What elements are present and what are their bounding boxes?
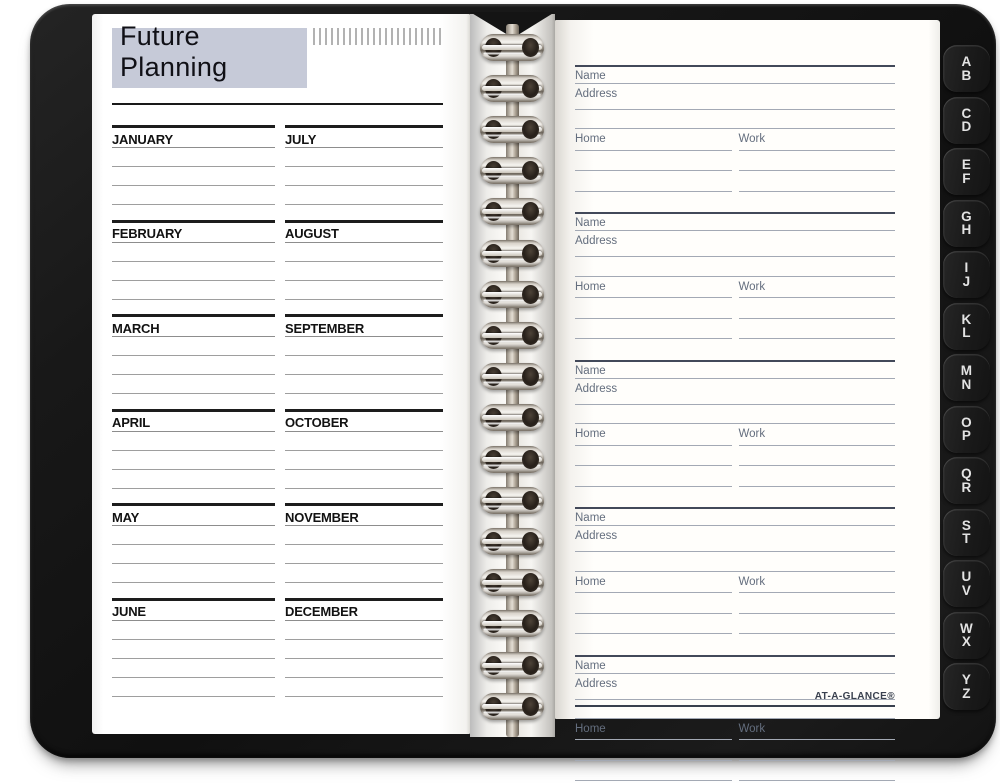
index-tab-yz xyxy=(943,663,990,710)
spiral-ring xyxy=(480,610,544,637)
page-bottom-rule xyxy=(575,705,895,707)
tick xyxy=(385,28,387,45)
tab-letter-top: S xyxy=(961,517,972,533)
tick xyxy=(319,28,321,45)
tick xyxy=(325,28,327,45)
month-write-line xyxy=(112,545,275,564)
spiral-ring xyxy=(480,116,544,143)
work-field-label: Work xyxy=(739,424,896,446)
spiral-ring xyxy=(480,569,544,596)
tick xyxy=(421,28,423,45)
name-field-label: Name xyxy=(575,214,895,231)
name-field-label: Name xyxy=(575,509,895,526)
tick xyxy=(397,28,399,45)
work-field-label: Work xyxy=(739,719,896,741)
month-write-line xyxy=(112,678,275,697)
month-label: JANUARY xyxy=(112,128,275,148)
ring-wire xyxy=(482,209,542,214)
month-write-line xyxy=(112,148,275,167)
work-line xyxy=(739,446,896,467)
spiral-ring xyxy=(480,652,544,679)
ring-wire xyxy=(482,127,542,132)
home-field-label: Home xyxy=(575,277,732,299)
month-write-line xyxy=(285,432,443,451)
tick xyxy=(313,28,315,45)
spiral-ring xyxy=(480,240,544,267)
month-write-line xyxy=(285,337,443,356)
month-write-line xyxy=(285,564,443,583)
work-line xyxy=(739,761,896,782)
index-tab-gh xyxy=(943,200,990,247)
tab-letter-top: O xyxy=(961,414,972,430)
month-write-line xyxy=(112,526,275,545)
work-column xyxy=(739,572,896,635)
work-column xyxy=(739,129,896,192)
work-line xyxy=(739,151,896,172)
month-block xyxy=(285,220,443,315)
home-line xyxy=(575,761,732,782)
address-extra-line xyxy=(575,552,895,571)
spiral-ring xyxy=(480,198,544,225)
spiral-ring xyxy=(480,404,544,431)
index-tab-cd xyxy=(943,97,990,144)
spiral-ring xyxy=(480,528,544,555)
phone-columns xyxy=(575,719,895,782)
tab-letter-top: E xyxy=(961,157,972,172)
home-line xyxy=(575,319,732,340)
ring-wire xyxy=(482,704,542,709)
tick xyxy=(331,28,333,45)
ring-wire xyxy=(482,333,542,338)
spiral-ring xyxy=(480,34,544,61)
tick xyxy=(361,28,363,45)
month-write-line xyxy=(112,451,275,470)
address-extra-line xyxy=(575,110,895,129)
tab-letter-bottom: B xyxy=(961,67,972,83)
month-write-line xyxy=(285,356,443,375)
index-tab-ij xyxy=(943,251,990,298)
tab-letter-bottom: L xyxy=(962,325,971,340)
home-line xyxy=(575,740,732,761)
tab-letter-top: Q xyxy=(961,466,972,481)
work-column xyxy=(739,277,896,340)
alphabet-tabs xyxy=(943,45,990,710)
month-block xyxy=(112,125,275,220)
month-label: MARCH xyxy=(112,317,275,337)
home-column xyxy=(575,572,732,635)
address-entries xyxy=(575,65,895,783)
month-write-line xyxy=(112,281,275,300)
month-write-line xyxy=(112,167,275,186)
home-line xyxy=(575,466,732,487)
tab-letter-top: Y xyxy=(961,672,972,687)
address-field-label: Address xyxy=(575,84,895,110)
ring-wire xyxy=(482,621,542,626)
address-field-label: Address xyxy=(575,526,895,552)
phone-columns xyxy=(575,424,895,487)
month-write-line xyxy=(285,640,443,659)
ring-wire xyxy=(482,415,542,420)
month-block xyxy=(112,314,275,409)
home-line xyxy=(575,593,732,614)
phone-columns xyxy=(575,277,895,340)
month-write-line xyxy=(112,356,275,375)
home-line xyxy=(575,298,732,319)
month-write-line xyxy=(112,262,275,281)
month-write-line xyxy=(285,148,443,167)
tab-letter-bottom: X xyxy=(961,634,972,649)
month-write-line xyxy=(285,451,443,470)
name-field-label: Name xyxy=(575,362,895,379)
month-write-line xyxy=(285,186,443,205)
home-line xyxy=(575,171,732,192)
address-field-label: Address xyxy=(575,379,895,405)
tab-letter-top: K xyxy=(961,311,972,327)
month-write-line xyxy=(285,262,443,281)
home-column xyxy=(575,719,732,782)
ring-wire xyxy=(482,251,542,256)
index-tab-op xyxy=(943,406,990,453)
spiral-ring xyxy=(480,363,544,390)
tab-letter-bottom: V xyxy=(961,582,972,598)
month-write-line xyxy=(112,621,275,640)
home-column xyxy=(575,424,732,487)
name-field-label: Name xyxy=(575,657,895,674)
address-entry xyxy=(575,65,895,192)
month-write-line xyxy=(112,659,275,678)
tick xyxy=(349,28,351,45)
index-tab-kl xyxy=(943,303,990,350)
tab-letter-bottom: Z xyxy=(962,685,971,701)
spiral-ring xyxy=(480,281,544,308)
index-tab-qr xyxy=(943,457,990,504)
ring-wire xyxy=(482,580,542,585)
month-label: JULY xyxy=(285,128,443,148)
month-block xyxy=(112,409,275,504)
home-field-label: Home xyxy=(575,424,732,446)
index-tab-uv xyxy=(943,560,990,607)
tab-letter-top: G xyxy=(961,208,972,224)
month-block xyxy=(112,598,275,720)
spiral-ring xyxy=(480,322,544,349)
work-column xyxy=(739,719,896,782)
brand-logo: AT-A-GLANCE® xyxy=(814,691,895,702)
month-write-line xyxy=(285,545,443,564)
tab-letter-bottom: T xyxy=(962,531,971,546)
month-block xyxy=(285,598,443,720)
tab-letter-top: W xyxy=(960,620,973,636)
spiral-ring xyxy=(480,487,544,514)
month-write-line xyxy=(285,167,443,186)
home-line xyxy=(575,446,732,467)
index-tab-st xyxy=(943,509,990,556)
home-line xyxy=(575,614,732,635)
tick xyxy=(415,28,417,45)
address-field-label: Address xyxy=(575,231,895,257)
month-block xyxy=(285,503,443,598)
month-write-line xyxy=(112,337,275,356)
work-line xyxy=(739,593,896,614)
address-extra-line xyxy=(575,257,895,276)
month-block xyxy=(112,220,275,315)
month-block xyxy=(285,409,443,504)
tick xyxy=(409,28,411,45)
work-line xyxy=(739,298,896,319)
month-block xyxy=(285,125,443,220)
tab-letter-top: C xyxy=(961,105,972,121)
month-label: JUNE xyxy=(112,601,275,621)
tick xyxy=(403,28,405,45)
phone-columns xyxy=(575,129,895,192)
month-block xyxy=(285,314,443,409)
phone-columns xyxy=(575,572,895,635)
ring-wire xyxy=(482,292,542,297)
work-field-label: Work xyxy=(739,129,896,151)
month-label: OCTOBER xyxy=(285,412,443,432)
work-field-label: Work xyxy=(739,277,896,299)
index-tab-ab xyxy=(943,45,990,92)
tab-letter-top: A xyxy=(961,54,972,69)
month-write-line xyxy=(285,678,443,697)
work-line xyxy=(739,171,896,192)
address-entry xyxy=(575,212,895,339)
tick xyxy=(343,28,345,45)
month-label: NOVEMBER xyxy=(285,506,443,526)
home-field-label: Home xyxy=(575,719,732,741)
spiral-ring xyxy=(480,75,544,102)
tab-letter-bottom: H xyxy=(961,222,972,237)
month-label: AUGUST xyxy=(285,223,443,243)
tick xyxy=(391,28,393,45)
tick-marks xyxy=(313,28,441,45)
ring-wire xyxy=(482,168,542,173)
tick xyxy=(337,28,339,45)
tick xyxy=(427,28,429,45)
spiral-binding xyxy=(480,4,544,758)
planner-cover xyxy=(30,4,996,758)
month-block xyxy=(112,503,275,598)
tab-letter-bottom: D xyxy=(961,119,972,134)
work-line xyxy=(739,319,896,340)
page-title: Future Planning xyxy=(120,21,228,82)
ring-wire xyxy=(482,457,542,462)
tab-letter-bottom: P xyxy=(961,428,972,443)
work-column xyxy=(739,424,896,487)
address-entry xyxy=(575,507,895,634)
index-tab-ef xyxy=(943,148,990,195)
future-planning-page xyxy=(92,14,470,734)
index-tab-wx xyxy=(943,612,990,659)
work-line xyxy=(739,740,896,761)
month-write-line xyxy=(285,470,443,489)
month-write-line xyxy=(112,243,275,262)
month-write-line xyxy=(285,659,443,678)
tick xyxy=(433,28,435,45)
tab-letter-bottom: R xyxy=(961,479,972,495)
index-tab-mn xyxy=(943,354,990,401)
address-field-label: Address xyxy=(575,674,895,700)
spiral-ring xyxy=(480,157,544,184)
month-write-line xyxy=(285,621,443,640)
address-page xyxy=(555,20,940,735)
tick xyxy=(439,28,441,45)
tab-letter-bottom: F xyxy=(962,170,971,186)
page-title-box xyxy=(112,21,307,88)
month-label: FEBRUARY xyxy=(112,223,275,243)
month-write-line xyxy=(112,640,275,659)
month-grid xyxy=(112,125,443,720)
home-field-label: Home xyxy=(575,129,732,151)
tick xyxy=(373,28,375,45)
home-line xyxy=(575,151,732,172)
month-write-line xyxy=(285,375,443,394)
address-entry xyxy=(575,655,895,782)
month-write-line xyxy=(285,526,443,545)
tab-letter-bottom: N xyxy=(961,376,972,392)
tab-letter-top: I xyxy=(964,260,969,275)
work-line xyxy=(739,614,896,635)
work-field-label: Work xyxy=(739,572,896,594)
spiral-ring xyxy=(480,446,544,473)
home-field-label: Home xyxy=(575,572,732,594)
month-write-line xyxy=(285,281,443,300)
tab-letter-top: M xyxy=(960,363,973,378)
home-column xyxy=(575,277,732,340)
tick xyxy=(367,28,369,45)
ring-wire xyxy=(482,539,542,544)
month-write-line xyxy=(112,186,275,205)
month-write-line xyxy=(112,564,275,583)
month-label: MAY xyxy=(112,506,275,526)
spiral-ring xyxy=(480,693,544,720)
header-rule xyxy=(112,103,443,105)
tick xyxy=(379,28,381,45)
month-write-line xyxy=(112,470,275,489)
month-write-line xyxy=(285,243,443,262)
name-field-label: Name xyxy=(575,67,895,84)
tab-letter-bottom: J xyxy=(962,273,971,289)
address-extra-line xyxy=(575,405,895,424)
tick xyxy=(355,28,357,45)
home-column xyxy=(575,129,732,192)
ring-wire xyxy=(482,498,542,503)
month-write-line xyxy=(112,375,275,394)
month-label: APRIL xyxy=(112,412,275,432)
ring-wire xyxy=(482,663,542,668)
address-entry xyxy=(575,360,895,487)
month-label: DECEMBER xyxy=(285,601,443,621)
ring-wire xyxy=(482,374,542,379)
work-line xyxy=(739,466,896,487)
month-write-line xyxy=(112,432,275,451)
ring-wire xyxy=(482,86,542,91)
month-label: SEPTEMBER xyxy=(285,317,443,337)
ring-wire xyxy=(482,45,542,50)
tab-letter-top: U xyxy=(961,569,972,584)
